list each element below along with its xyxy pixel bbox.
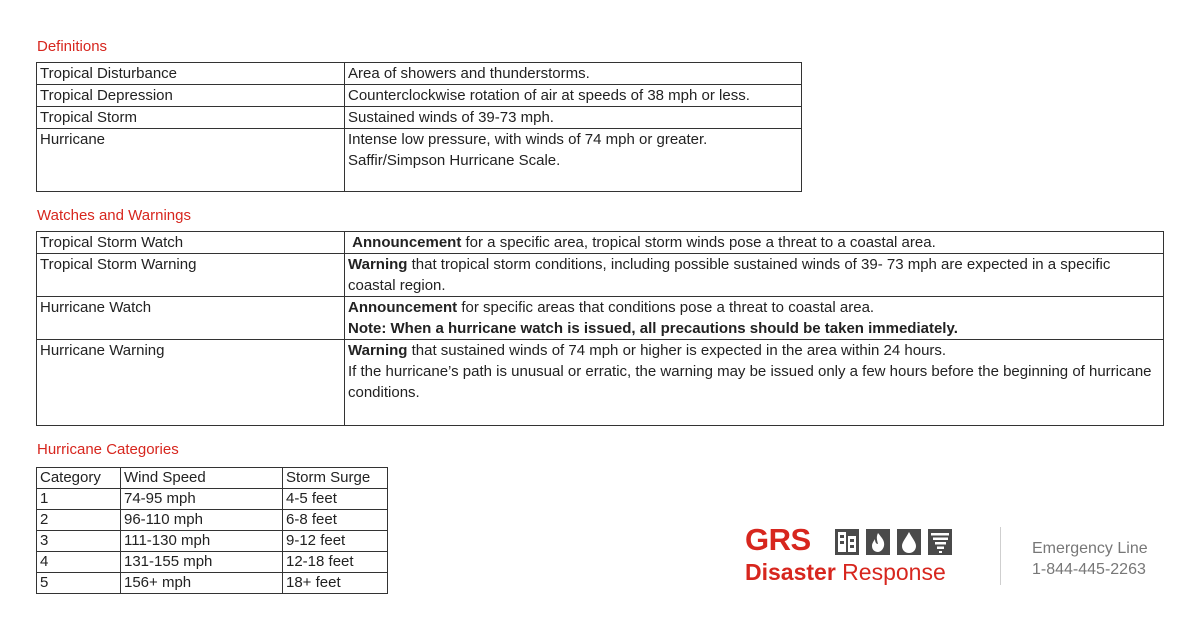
- definition-text: Saffir/Simpson Hurricane Scale.: [348, 152, 561, 169]
- column-header: Wind Speed: [121, 468, 283, 489]
- description-cell: [345, 232, 1164, 254]
- table-row: [37, 552, 388, 573]
- divider: [1000, 527, 1001, 585]
- definition-cell: [345, 107, 802, 129]
- description-text: [348, 340, 1160, 361]
- table-cell: 2: [37, 510, 121, 531]
- description-text: [348, 254, 1160, 296]
- emergency-phone[interactable]: 1-844-445-2263: [1032, 561, 1146, 578]
- definitions-title: Definitions: [37, 38, 108, 55]
- description-extra: If the hurricane’s path is unusual or erratic, the warning may be issued only a few hours before the beginning of hurricane conditions.: [348, 363, 1152, 401]
- table-cell: 9-12 feet: [283, 531, 388, 552]
- description-cell: [345, 340, 1164, 426]
- description-body: that tropical storm conditions, including possible sustained winds of 39- 73 mph are expected in a specific coastal region.: [348, 256, 1111, 294]
- definition-cell: [345, 129, 802, 192]
- description-body: that sustained winds of 74 mph or higher is expected in the area within 24 hours.: [407, 342, 947, 359]
- table-cell: 74-95 mph: [121, 489, 283, 510]
- description-cell: [345, 297, 1164, 340]
- emergency-contact: [1032, 538, 1148, 580]
- tagline-rest: Response: [835, 559, 946, 585]
- table-row: [37, 254, 1164, 297]
- table-row: [37, 129, 802, 192]
- term-cell: Hurricane: [37, 129, 345, 192]
- definitions-table: [36, 62, 802, 192]
- keyword: Warning: [348, 256, 408, 273]
- description-cell: [345, 254, 1164, 297]
- note-text: [348, 318, 1160, 339]
- term-cell: Hurricane Warning: [37, 340, 345, 426]
- tagline-bold: Disaster: [745, 559, 836, 585]
- description-body: for specific areas that conditions pose a threat to coastal area.: [457, 299, 875, 316]
- table-row: [37, 510, 388, 531]
- table-row: [37, 63, 802, 85]
- column-header: Storm Surge: [283, 468, 388, 489]
- keyword: Announcement: [352, 234, 462, 251]
- table-row: [37, 573, 388, 594]
- watches-title: Watches and Warnings: [37, 207, 191, 224]
- table-cell: 96-110 mph: [121, 510, 283, 531]
- table-row: [37, 297, 1164, 340]
- definition-text: Intense low pressure, with winds of 74 mph or greater.: [348, 131, 708, 148]
- categories-table: [36, 467, 388, 594]
- table-cell: 4-5 feet: [283, 489, 388, 510]
- emergency-label: Emergency Line: [1032, 540, 1148, 557]
- brand-tagline: [745, 558, 946, 586]
- hazard-icons: [834, 528, 953, 556]
- keyword: Announcement: [348, 299, 458, 316]
- table-row: [37, 531, 388, 552]
- table-row: [37, 489, 388, 510]
- categories-title: Hurricane Categories: [37, 441, 179, 458]
- definition-cell: [345, 63, 802, 85]
- definition-text: Sustained winds of 39-73 mph.: [348, 109, 554, 126]
- table-row: [37, 107, 802, 129]
- table-cell: 12-18 feet: [283, 552, 388, 573]
- table-cell: 111-130 mph: [121, 531, 283, 552]
- definition-cell: [345, 85, 802, 107]
- water-drop-icon: [896, 528, 922, 556]
- watches-table: [36, 231, 1164, 426]
- description-body: for a specific area, tropical storm winds pose a threat to a coastal area.: [461, 234, 936, 251]
- table-row: [37, 232, 1164, 254]
- table-cell: 18+ feet: [283, 573, 388, 594]
- table-cell: 1: [37, 489, 121, 510]
- tornado-icon: [927, 528, 953, 556]
- term-cell: Tropical Storm Warning: [37, 254, 345, 297]
- term-cell: Tropical Depression: [37, 85, 345, 107]
- column-header: Category: [37, 468, 121, 489]
- grs-logo: [745, 523, 985, 593]
- table-row: [37, 340, 1164, 426]
- term-cell: Tropical Storm: [37, 107, 345, 129]
- keyword: Warning: [348, 342, 408, 359]
- description-text: [348, 297, 1160, 318]
- term-cell: Hurricane Watch: [37, 297, 345, 340]
- term-cell: Tropical Disturbance: [37, 63, 345, 85]
- description-text: [348, 232, 1160, 253]
- table-cell: 4: [37, 552, 121, 573]
- definition-text: Counterclockwise rotation of air at speeds of 38 mph or less.: [348, 87, 750, 104]
- term-cell: Tropical Storm Watch: [37, 232, 345, 254]
- brand-name: GRS: [745, 522, 811, 557]
- table-cell: 5: [37, 573, 121, 594]
- table-header-row: [37, 468, 388, 489]
- table-cell: 3: [37, 531, 121, 552]
- fire-icon: [865, 528, 891, 556]
- table-cell: 156+ mph: [121, 573, 283, 594]
- definition-text: Area of showers and thunderstorms.: [348, 65, 590, 82]
- table-row: [37, 85, 802, 107]
- table-cell: 6-8 feet: [283, 510, 388, 531]
- note-bold: Note: When a hurricane watch is issued, all precautions should be taken immediately.: [348, 320, 958, 337]
- building-icon: [834, 528, 860, 556]
- table-cell: 131-155 mph: [121, 552, 283, 573]
